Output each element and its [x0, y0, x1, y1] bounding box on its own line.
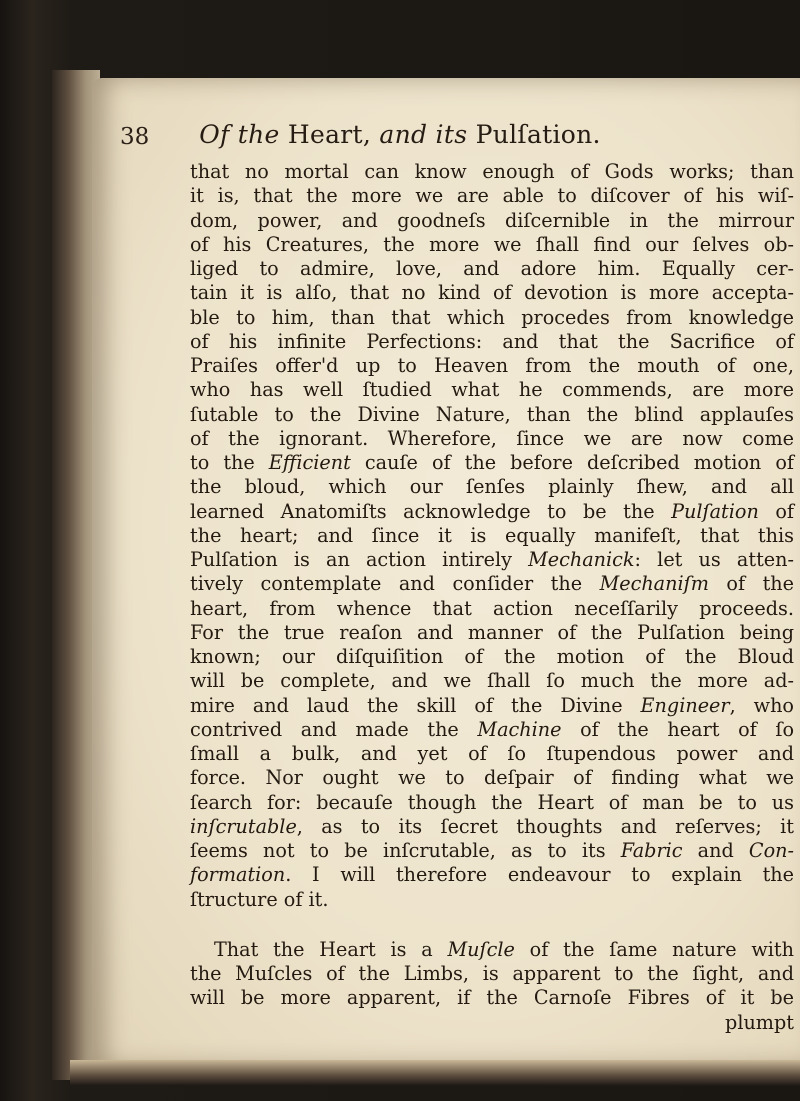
paragraph1-line — [190, 766, 794, 790]
text-run: of the ſame nature with — [514, 937, 794, 961]
paragraph1-line — [190, 621, 794, 645]
text-run: ſeems not to be inſcrutable, as to its — [190, 839, 621, 862]
text-run: learned Anatomiſts acknowledge to be the — [190, 499, 672, 523]
text-run: That the Heart is a — [214, 937, 448, 961]
text-run: : let us atten- — [634, 548, 794, 571]
paragraph1-line — [190, 354, 794, 378]
text-run: For the true reaſon and manner of the Pulſation being — [190, 620, 794, 644]
paragraph1-line — [190, 257, 794, 281]
paragraph1-line — [190, 451, 794, 475]
paragraph1-line — [190, 209, 794, 233]
paragraph1-line — [190, 184, 794, 208]
text-run: dom, power, and goodneſs diſcernible in the mirrour — [190, 208, 794, 232]
text-run: , who — [729, 693, 794, 717]
text-run: . I will therefore endeavour to explain the — [285, 863, 794, 887]
text-run: the heart; and ſince it is equally manifeſt, that this — [190, 523, 794, 547]
paragraph1-line — [190, 791, 794, 815]
text-run: mire and laud the skill of the Divine — [190, 693, 641, 717]
text-run: that no mortal can know enough of Gods works; than — [190, 160, 794, 183]
text-run: of his infinite Perfections: and that the Sacrifice of — [190, 329, 794, 353]
paragraph1-line — [190, 597, 794, 621]
catchword: plumpt — [725, 1010, 794, 1034]
text-run: cauſe of the before deſcribed motion of — [350, 451, 794, 474]
italic-text: Mechanick — [528, 548, 635, 571]
text-run: the Muſcles of the Limbs, is apparent to the ſight, and — [190, 962, 794, 985]
body-text — [190, 160, 794, 1035]
text-run: it is, that the more we are able to diſcover of his wiſ- — [190, 184, 794, 208]
paragraph1-line — [190, 863, 794, 887]
paragraph1-line — [190, 281, 794, 305]
text-run: the bloud, which our ſenſes plainly ſhew, and all — [190, 475, 794, 499]
text-run: force. Nor ought we to deſpair of finding what we — [190, 766, 794, 790]
text-run: of the heart of ſo — [561, 717, 794, 741]
paragraph1-line — [190, 306, 794, 330]
text-run: heart, from whence that action neceſſarily proceeds. — [190, 596, 794, 620]
text-run: known; our diſquiſition of the motion of the Bloud — [190, 645, 794, 668]
paragraph1-line — [190, 839, 794, 863]
running-head — [0, 120, 800, 149]
text-run: tively contemplate and conſider the — [190, 572, 600, 596]
paragraph1-line — [190, 160, 794, 184]
text-run: will be complete, and we ſhall ſo much the more ad- — [190, 669, 794, 693]
italic-text: inſcrutable — [190, 814, 297, 838]
running-head-part-1: Of the — [199, 120, 280, 149]
text-run: who has well ſtudied what he commends, are more — [190, 378, 794, 402]
text-run: liged to admire, love, and adore him. Equally cer- — [190, 257, 794, 280]
paragraph1-line — [190, 669, 794, 693]
page-number: 38 — [120, 124, 150, 150]
paragraph1-line — [190, 233, 794, 257]
paragraph1-line — [190, 815, 794, 839]
paragraph1-line — [190, 403, 794, 427]
paragraph1-line — [190, 524, 794, 548]
running-head-part-2: Heart, — [279, 120, 380, 149]
text-run: ſearch for: becauſe though the Heart of man be to us — [190, 790, 794, 814]
paragraph2-line — [190, 962, 794, 986]
text-run: and — [682, 839, 749, 862]
paragraph1-line — [190, 572, 794, 596]
text-run: tain it is alſo, that no kind of devotion is more accepta- — [190, 281, 794, 305]
text-run: contrived and made the — [190, 717, 478, 741]
paragraph1-line — [190, 500, 794, 524]
text-run: of his Creatures, the more we ſhall find our ſelves ob- — [190, 232, 794, 256]
italic-text: Con- — [748, 839, 794, 862]
text-run: Praiſes offer'd up to Heaven from the mouth of one, — [190, 354, 794, 377]
paragraph-gap — [190, 912, 794, 938]
paragraph1-line — [190, 548, 794, 572]
paragraph1-line — [190, 427, 794, 451]
text-run: ſmall a bulk, and yet of ſo ſtupendous power and — [190, 742, 794, 765]
italic-text: Fabric — [620, 839, 683, 862]
paragraph1-line — [190, 378, 794, 402]
text-run: , as to its ſecret thoughts and reſerves; it — [296, 814, 794, 838]
italic-text: Engineer — [640, 693, 730, 717]
text-run: ſutable to the Divine Nature, than the blind applauſes — [190, 402, 794, 426]
paragraph1-line — [190, 742, 794, 766]
text-run: ſtructure of it. — [190, 887, 329, 911]
paragraph1-line — [190, 888, 794, 912]
running-head-part-3: and its — [379, 120, 468, 149]
italic-text: Machine — [477, 717, 562, 741]
running-head-part-4: Pulſation. — [467, 120, 601, 149]
paragraph2-line — [190, 986, 794, 1010]
text-run: of the — [708, 572, 795, 596]
text-run: to the — [190, 451, 269, 474]
text-run: ble to him, than that which procedes from knowledge — [190, 305, 794, 329]
text-run: Pulſation is an action intirely — [190, 548, 529, 571]
paragraph1-line — [190, 718, 794, 742]
paragraph1-line — [190, 694, 794, 718]
italic-text: Muſcle — [447, 937, 515, 961]
italic-text: formation — [190, 863, 286, 887]
italic-text: Efficient — [268, 451, 351, 474]
page-bottom-edge — [70, 1060, 800, 1086]
text-run: of — [758, 499, 794, 523]
paragraph2-line — [190, 938, 794, 962]
paragraph1-line — [190, 330, 794, 354]
italic-text: Mechaniſm — [599, 572, 709, 596]
paragraph1-line — [190, 475, 794, 499]
text-run: will be more apparent, if the Carnoſe Fibres of it be — [190, 986, 794, 1010]
italic-text: Pulſation — [671, 499, 759, 523]
paragraph1-line — [190, 645, 794, 669]
text-run: of the ignorant. Wherefore, ſince we are now come — [190, 426, 794, 450]
